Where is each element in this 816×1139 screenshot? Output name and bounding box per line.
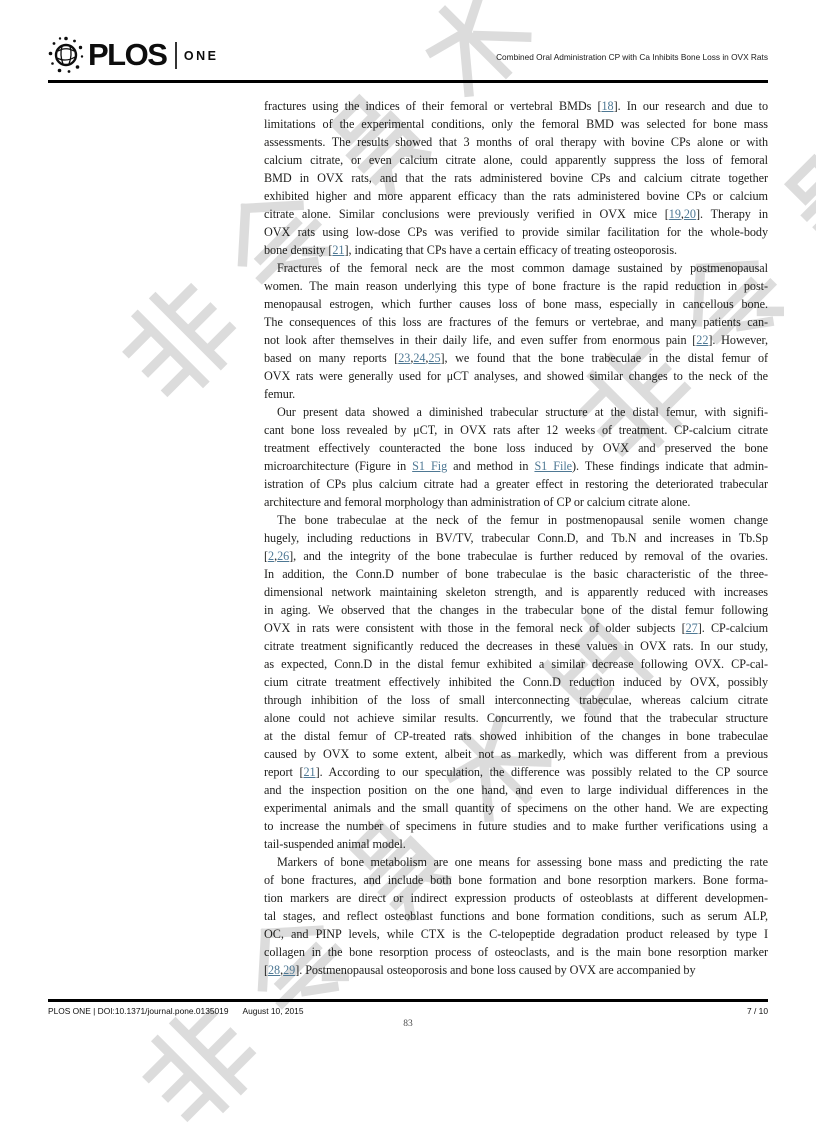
text-line [264,691,768,709]
text-segment: of bone fractures, and include both bone formation and bone resorption markers. Bone forma- [264,873,768,887]
text-line [264,169,768,187]
text-segment: [ [264,963,269,977]
text-segment: ]. According to our speculation, the difference was possibly related to the CP source [315,765,768,779]
text-segment: , [280,963,284,977]
text-segment: based on many reports [ [264,351,399,365]
text-segment: , [410,351,414,365]
text-segment: ]. CP-calcium [697,621,768,635]
text-line [264,295,768,313]
text-line [264,115,768,133]
text-segment: Markers of bone metabolism are one means for assessing bone mass and predicting the rate [277,855,768,869]
text-segment: bone density [ [264,243,333,257]
plos-wordmark: PLOS [88,37,167,72]
text-line [264,187,768,205]
text-segment: femur. [264,387,296,401]
text-segment: report [ [264,765,304,779]
text-line [264,673,768,691]
plos-logo-icon [48,34,84,76]
text-line [264,223,768,241]
text-segment: dimensional network maintaining skeleton strength, and is apparently reduced with increases [264,585,768,599]
reference-link[interactable]: S1 Fig [412,459,448,473]
text-line [264,601,768,619]
article-text [264,97,768,979]
text-segment: tal stages, and reflect osteoblast functions and bone formation conditions, such as serum ALP, [264,909,768,923]
one-wordmark: ONE [183,49,219,63]
text-segment: menopausal estrogen, which further causes loss of bone mass, especially in cancellous bone. [264,297,768,311]
text-line [264,745,768,763]
text-line [264,925,768,943]
text-line [264,259,768,277]
reference-link[interactable]: S1 File [534,459,573,473]
text-segment: OC, and PINP levels, while CTX is the C-telopeptide degradation product released by type I [264,927,768,941]
reference-link[interactable]: 21 [332,243,345,257]
footer-doi: PLOS ONE | DOI:10.1371/journal.pone.0135019 [48,1006,229,1016]
text-line [264,619,768,637]
text-line [264,943,768,961]
text-line [264,961,768,979]
text-line [264,403,768,421]
text-segment: citrate alone. Similar conclusions were previously verified in OVX mice [ [264,207,669,221]
reference-link[interactable]: 22 [696,333,709,347]
text-segment: as expected, Conn.D in the distal femur exhibited a similar decrease following OVX. CP-cal- [264,657,768,671]
page-number: 83 [403,1019,413,1029]
text-segment: Our present data showed a diminished trabecular structure at the distal femur, with signifi- [277,405,768,419]
text-segment: cium citrate treatment effectively inhibited the Conn.D reduction induced by OVX, possibly [264,675,768,689]
text-line [264,97,768,115]
text-segment: at the distal femur of CP-treated rats showed inhibition of the changes in bone trabeculae [264,729,768,743]
text-segment: tion markers are direct or indirect expression products of osteoblasts at different developmen- [264,891,768,905]
reference-link[interactable]: 21 [303,765,316,779]
text-line [264,709,768,727]
footer-page-indicator: 7 / 10 [747,1006,768,1016]
text-line [264,493,768,511]
text-segment: citrate treatment significantly reduced the decreases in these values in OVX rats. In our study, [264,639,768,653]
reference-link[interactable]: 19 [668,207,681,221]
text-segment: ]. Therapy in [695,207,768,221]
text-line [264,565,768,583]
text-segment: and the inspection position on the one hand, and even to large individual differences in the [264,783,768,797]
reference-link[interactable]: 29 [283,963,296,977]
text-segment: treatment effectively counteracted the bone loss induced by OVX and preserved the bone [264,441,768,455]
text-segment: in aging. We observed that the changes in the trabecular bone of the distal femur following [264,603,768,617]
text-segment: OVX rats were generally used for μCT analyses, and showed similar changes to the neck of the [264,369,768,383]
text-line [264,511,768,529]
text-line [264,727,768,745]
text-segment: hugely, including reductions in BV/TV, trabecular Conn.D, and Tb.N and increases in Tb.Sp [264,531,768,545]
reference-link[interactable]: 28 [268,963,281,977]
text-segment: experimental animals and the small quantity of specimens on the other hand. We are expecting [264,801,768,815]
text-line [264,763,768,781]
text-segment: [ [264,549,269,563]
text-line [264,655,768,673]
text-segment: and method in [447,459,535,473]
text-line [264,637,768,655]
text-line [264,277,768,295]
text-segment: istration of CPs plus calcium citrate had a greater effect in restoring the deteriorated trabecular [264,477,768,491]
text-segment: , [680,207,684,221]
text-segment: architecture and femoral morphology than administration of CP or calcium citrate alone. [264,495,691,509]
text-segment: OVX rats using low-dose CPs was verified to provide similar facilitation for the whole-body [264,225,768,239]
text-segment: ). These findings indicate that admin- [572,459,768,473]
text-line [264,583,768,601]
plos-logo [48,34,219,76]
reference-link[interactable]: 23 [398,351,411,365]
text-segment: women. The main reason underlying this type of bone fracture is the rapid reduction in post- [264,279,768,293]
text-segment: ]. However, [708,333,768,347]
reference-link[interactable]: 18 [601,99,614,113]
text-line [264,439,768,457]
text-segment: OVX in rats were consistent with those in the femoral neck of older subjects [ [264,621,686,635]
text-segment: ], indicating that CPs have a certain efficacy of treating osteoporosis. [344,243,678,257]
text-line [264,871,768,889]
footer-date: August 10, 2015 [242,1006,304,1016]
text-line [264,331,768,349]
text-line [264,367,768,385]
reference-link[interactable]: 20 [683,207,696,221]
text-segment: limitations of the experimental conditions, only the femoral BMD was selected for bone mass [264,117,768,131]
text-segment: exhibited higher and more apparent efficacy than the rats administered bovine CPs or calcium [264,189,768,203]
text-segment: assessments. The results showed that 3 months of oral therapy with bovine CPs alone or with [264,135,768,149]
footer-rule [48,999,768,1002]
text-segment: The consequences of this loss are fractures of the femurs or vertebrae, and many patients can- [264,315,768,329]
text-segment: alone could not achieve similar results. Concurrently, we found that the trabecular structure [264,711,768,725]
logo-divider [175,42,177,69]
text-line [264,457,768,475]
watermark-char-fei [105,266,253,414]
text-segment: BMD in OVX rats, and that the rats administered bovine CPs and calcium citrate together [264,171,768,185]
text-segment: tail-suspended animal model. [264,837,406,851]
text-line [264,835,768,853]
text-segment: The bone trabeculae at the neck of the femur in postmenopausal senile women change [277,513,768,527]
text-segment: calcium citrate, or even calcium citrate alone, could apparently suppress the loss of femoral [264,153,768,167]
text-segment: fractures using the indices of their femoral or vertebral BMDs [ [264,99,602,113]
text-segment: collagen in the bone resorption process of osteoclasts, and is the main bone resorption marker [264,945,768,959]
text-segment: ], and the integrity of the bone trabeculae is further reduced by removal of the ovaries. [289,549,768,563]
text-line [264,133,768,151]
text-segment: ]. In our research and due to [613,99,768,113]
footer-citation [48,1006,304,1016]
text-line [264,907,768,925]
text-segment: In addition, the Conn.D number of bone trabeculae is the basic characteristic of the three- [264,567,768,581]
text-segment: through inhibition of the loss of small interconnecting trabeculae, whereas calcium citrate [264,693,768,707]
text-line [264,547,768,565]
text-segment: ], we found that the bone trabeculae in the distal femur of [440,351,768,365]
text-segment: cant bone loss revealed by μCT, in OVX rats after 12 weeks of treatment. CP-calcium citrate [264,423,768,437]
running-title: Combined Oral Administration CP with Ca Inhibits Bone Loss in OVX Rats [496,52,768,62]
text-line [264,799,768,817]
text-line [264,151,768,169]
text-segment: microarchitecture (Figure in [264,459,413,473]
text-line [264,241,768,259]
text-line [264,853,768,871]
header-rule [48,80,768,83]
reference-link[interactable]: 27 [685,621,698,635]
reference-link[interactable]: 26 [277,549,290,563]
text-segment: , [425,351,429,365]
reference-link[interactable]: 24 [413,351,426,365]
text-segment: Fractures of the femoral neck are the most common damage sustained by postmenopausal [277,261,768,275]
page-header [48,32,768,78]
text-segment: caused by OVX to some extent, albeit not as markedly, which was different from a previous [264,747,768,761]
text-segment: not look after themselves in their daily life, and even suffer from enormous pain [ [264,333,697,347]
text-line [264,313,768,331]
text-line [264,349,768,367]
text-segment: , [274,549,278,563]
text-line [264,817,768,835]
reference-link[interactable]: 2 [268,549,275,563]
text-line [264,475,768,493]
text-segment: ]. Postmenopausal osteoporosis and bone loss caused by OVX are accompanied by [295,963,696,977]
reference-link[interactable]: 25 [428,351,441,365]
text-segment: to increase the number of specimens in future studies and to make further verifications using a [264,819,768,833]
text-line [264,529,768,547]
text-line [264,781,768,799]
text-line [264,205,768,223]
text-line [264,385,768,403]
text-line [264,421,768,439]
text-line [264,889,768,907]
